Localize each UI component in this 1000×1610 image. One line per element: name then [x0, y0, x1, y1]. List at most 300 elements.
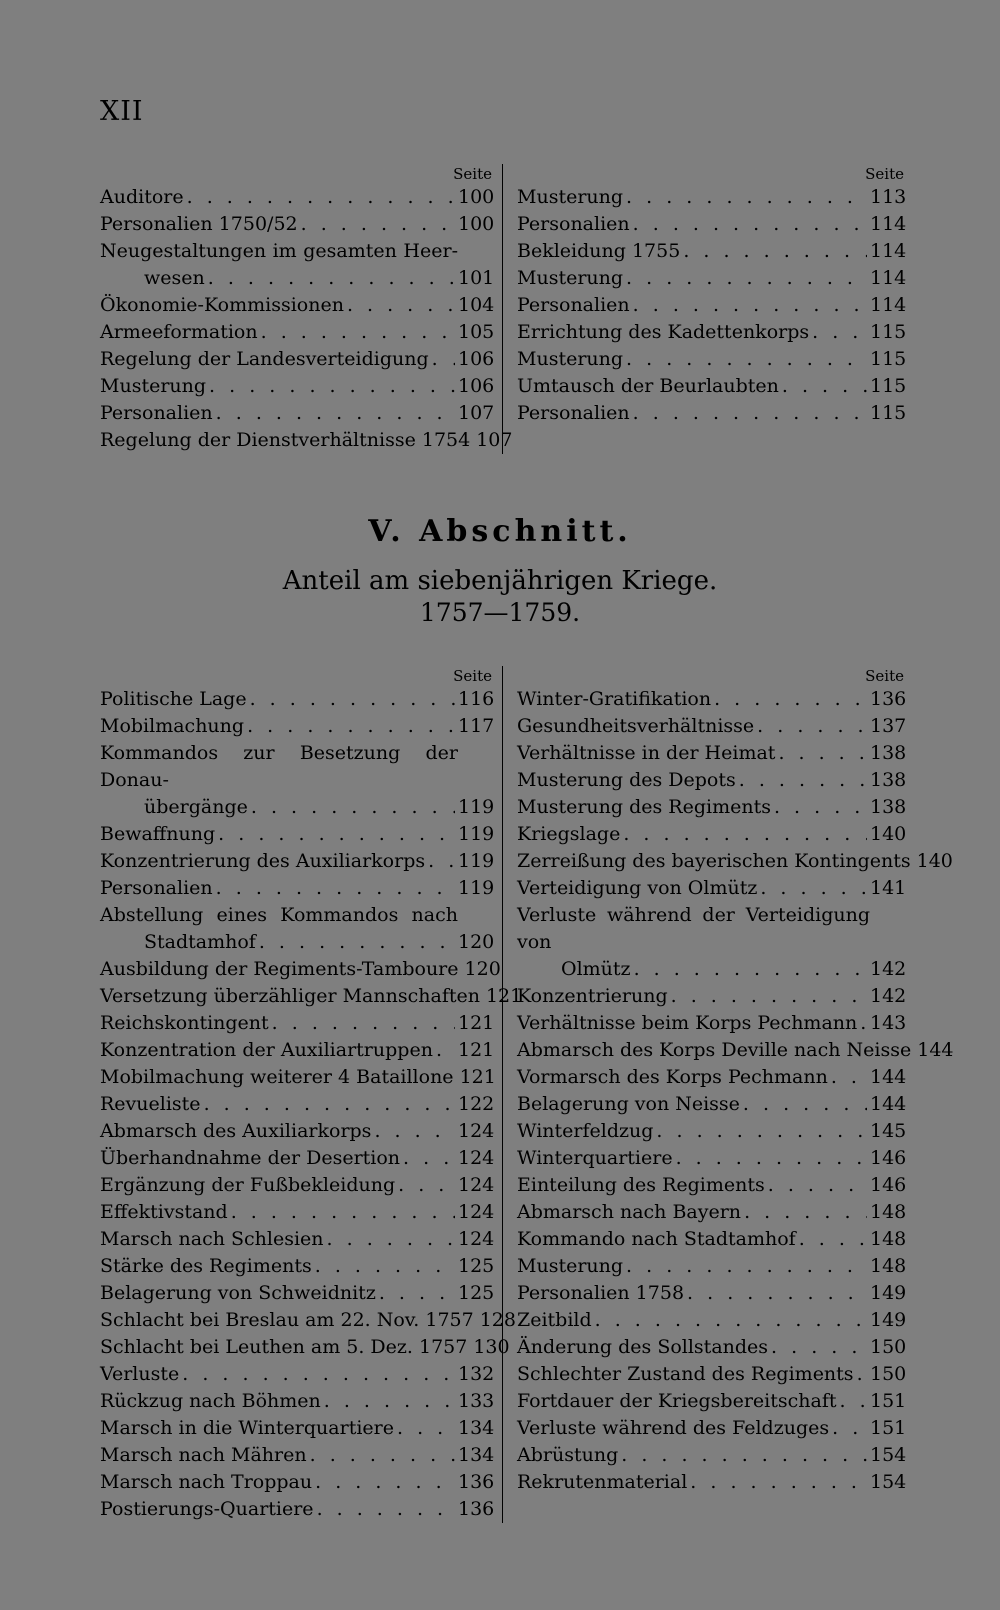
toc-entry-page: 113: [870, 186, 907, 208]
dot-leader: [714, 686, 867, 713]
toc-entry-title: Schlacht bei Breslau am 22. Nov. 1757: [100, 1309, 474, 1331]
toc-entry: [517, 346, 906, 373]
toc-entry: [100, 740, 494, 794]
dot-leader: [626, 265, 867, 292]
toc-entry-title: Regelung der Landesverteidigung: [100, 348, 429, 370]
toc-entry-page: 114: [870, 267, 907, 289]
toc-entry: [100, 821, 494, 848]
dot-leader: [671, 983, 867, 1010]
toc-entry-page: 121: [459, 1066, 496, 1088]
toc-entry-page: 100: [458, 186, 495, 208]
toc-entry-page: 150: [870, 1336, 907, 1358]
toc-entry-title: Mobilmachung: [100, 715, 245, 737]
dot-leader: [831, 1064, 867, 1091]
toc-entry-page: 144: [870, 1093, 907, 1115]
page-column-header: Seite: [453, 667, 492, 685]
toc-entry-title: Marsch in die Winterquartiere: [100, 1417, 394, 1439]
toc-entry: [100, 1064, 494, 1091]
toc-entry-title: Konzentrierung: [517, 985, 668, 1007]
toc-entry-title: Verluste: [100, 1363, 180, 1385]
toc-entry: [100, 1118, 494, 1145]
toc-entry-title: Konzentrierung des Auxiliarkorps: [100, 850, 426, 872]
dot-leader: [860, 1010, 867, 1037]
toc-entry-page: 104: [458, 294, 495, 316]
toc-entry: [517, 400, 906, 427]
toc-entry-title: Musterung: [517, 348, 624, 370]
dot-leader: [683, 238, 867, 265]
toc-entry-page: 146: [870, 1174, 907, 1196]
toc-entry-page: 154: [870, 1444, 907, 1466]
dot-leader: [832, 1415, 867, 1442]
toc-entry-title: Konzentration der Auxiliartruppen: [100, 1039, 433, 1061]
toc-entry-page: 138: [870, 742, 907, 764]
dot-leader: [231, 1199, 455, 1226]
dot-leader: [327, 1226, 455, 1253]
toc-entry: [517, 265, 906, 292]
toc-entry-page: 114: [870, 240, 907, 262]
toc-entry: [100, 1010, 494, 1037]
toc-entry-page: 125: [458, 1255, 495, 1277]
toc-entry-page: 141: [870, 877, 907, 899]
section-years: 1757—1759.: [419, 598, 581, 627]
toc-entry: [517, 794, 906, 821]
toc-entry-page: 150: [870, 1363, 907, 1385]
dot-leader: [216, 875, 455, 902]
toc-entry-page: 120: [458, 931, 495, 953]
toc-entry: [100, 1226, 494, 1253]
toc-entry-title: Stadtamhof: [144, 931, 256, 953]
toc-entry-title: Effektivstand: [100, 1201, 228, 1223]
toc-entry-page: 105: [458, 321, 495, 343]
toc-entry-page: 140: [870, 823, 907, 845]
dot-leader: [771, 1334, 867, 1361]
toc-entry-page: 115: [870, 321, 907, 343]
toc-entry: [517, 1037, 954, 1064]
toc-entry-title: Musterung des Regiments: [517, 796, 771, 818]
toc-entry-page: 133: [458, 1390, 495, 1412]
dot-leader: [626, 184, 867, 211]
toc-entry-page: 145: [870, 1120, 907, 1142]
toc-entry-page: 124: [458, 1120, 495, 1142]
dot-leader: [247, 713, 455, 740]
dot-leader: [315, 1469, 455, 1496]
dot-leader: [626, 1253, 867, 1280]
toc-entry-page: 100: [458, 213, 495, 235]
toc-entry-title: Marsch nach Schlesien: [100, 1228, 324, 1250]
toc-entry-title: Verluste während der Verteidigung von: [517, 904, 870, 953]
toc-entry-page: 136: [870, 688, 907, 710]
toc-entry-page: 107: [476, 429, 513, 451]
toc-entry-title: Schlechter Zustand des Regiments: [517, 1363, 854, 1385]
toc-entry: [517, 740, 906, 767]
dot-leader: [799, 1226, 867, 1253]
dot-leader: [209, 373, 455, 400]
dot-leader: [208, 265, 455, 292]
toc-entry: [517, 875, 906, 902]
toc-entry: [100, 211, 494, 238]
dot-leader: [633, 211, 867, 238]
toc-entry-page: 120: [464, 958, 501, 980]
toc-entry-title: Ergänzung der Fußbekleidung: [100, 1174, 396, 1196]
toc-entry: [517, 1064, 906, 1091]
toc-entry: [100, 1037, 494, 1064]
toc-entry-title: Abmarsch nach Bayern: [517, 1201, 742, 1223]
dot-leader: [676, 1145, 867, 1172]
toc-entry-title: Verhältnisse in der Heimat: [517, 742, 776, 764]
toc-column-left: [100, 164, 513, 454]
toc-entry-page: 119: [458, 796, 495, 818]
dot-leader: [315, 1253, 455, 1280]
toc-entry: [100, 1253, 494, 1280]
toc-section-1: [100, 164, 906, 454]
toc-entry-title: Personalien: [100, 402, 213, 424]
toc-entry-title: Rekrutenmaterial: [517, 1471, 688, 1493]
toc-entry-page: 124: [458, 1228, 495, 1250]
toc-entry-page: 137: [870, 715, 907, 737]
dot-leader: [403, 1145, 455, 1172]
toc-entry-page: 115: [870, 375, 907, 397]
toc-entry: [517, 1280, 906, 1307]
toc-entry-title: Olmütz: [561, 958, 631, 980]
dot-leader: [301, 211, 455, 238]
toc-entry: [517, 1415, 906, 1442]
dot-leader: [398, 1172, 455, 1199]
toc-entry-page: 117: [458, 715, 495, 737]
toc-entry: [517, 1388, 906, 1415]
toc-entry-page: 132: [458, 1363, 495, 1385]
toc-entry: [100, 794, 494, 821]
dot-leader: [310, 1442, 455, 1469]
toc-entry-title: Musterung: [517, 186, 624, 208]
toc-entry-title: Marsch nach Mähren: [100, 1444, 307, 1466]
toc-entry-title: Verhältnisse beim Korps Pechmann: [517, 1012, 858, 1034]
toc-entry-page: 148: [870, 1228, 907, 1250]
toc-entry-title: Politische Lage: [100, 688, 247, 710]
toc-entry: [517, 319, 906, 346]
dot-leader: [623, 821, 867, 848]
toc-entry-page: 151: [870, 1417, 907, 1439]
toc-entry-title: Schlacht bei Leuthen am 5. Dez. 1757: [100, 1336, 468, 1358]
toc-entry-title: Musterung: [100, 375, 207, 397]
toc-entry: [517, 821, 906, 848]
toc-entry-page: 121: [485, 985, 523, 1007]
toc-entry-title: Revueliste: [100, 1093, 201, 1115]
section-heading: V. Abschnitt.: [368, 514, 632, 549]
toc-entry-title: Regelung der Dienstverhältnisse 1754: [100, 429, 471, 451]
toc-entry-page: 151: [870, 1390, 907, 1412]
toc-entry: [100, 1172, 494, 1199]
toc-entry-page: 148: [870, 1201, 907, 1223]
toc-entry-page: 121: [458, 1012, 495, 1034]
toc-entry-page: 144: [917, 1039, 954, 1061]
toc-entry: [517, 238, 906, 265]
toc-entry-page: 143: [870, 1012, 907, 1034]
toc-entry: [517, 1118, 906, 1145]
toc-entry: [100, 1496, 494, 1523]
toc-entry: [517, 686, 906, 713]
toc-entry-title: Belagerung von Neisse: [517, 1093, 740, 1115]
toc-entry-title: Errichtung des Kadettenkorps: [517, 321, 810, 343]
dot-leader: [436, 1037, 455, 1064]
toc-entry-title: Abmarsch des Korps Deville nach Neisse: [517, 1039, 912, 1061]
dot-leader: [259, 929, 455, 956]
toc-entry-title: Umtausch der Beurlaubten: [517, 375, 779, 397]
toc-entry-page: 116: [458, 688, 495, 710]
toc-entry: [100, 848, 494, 875]
dot-leader: [187, 184, 455, 211]
toc-entry-page: 124: [458, 1201, 495, 1223]
dot-leader: [626, 346, 867, 373]
toc-entry: [517, 1199, 906, 1226]
toc-entry-page: 115: [870, 348, 907, 370]
page-column-header: Seite: [865, 667, 904, 685]
toc-entry-title: Gesundheitsverhältnisse: [517, 715, 755, 737]
toc-entry-title: Abmarsch des Auxiliarkorps: [100, 1120, 372, 1142]
toc-section-2: [100, 666, 954, 1523]
toc-entry-title: Abstellung eines Kommandos nach: [100, 904, 458, 926]
dot-leader: [250, 686, 455, 713]
toc-entry: [517, 292, 906, 319]
toc-entry-title: Ausbildung der Regiments-Tamboure: [100, 958, 459, 980]
toc-entry-page: 128: [479, 1309, 516, 1331]
dot-leader: [216, 400, 455, 427]
toc-entry-page: 134: [458, 1444, 495, 1466]
toc-entry-title: Postierungs-Quartiere: [100, 1498, 314, 1520]
dot-leader: [768, 1172, 867, 1199]
toc-entry-title: Stärke des Regiments: [100, 1255, 312, 1277]
dot-leader: [261, 319, 455, 346]
page-column-header: Seite: [865, 165, 904, 183]
toc-entry-title: Musterung: [517, 267, 624, 289]
toc-entry: [100, 1280, 494, 1307]
toc-entry-title: Personalien: [517, 213, 630, 235]
toc-entry-title: Verteidigung von Olmütz: [517, 877, 758, 899]
toc-entry: [100, 1469, 494, 1496]
toc-entry: [100, 686, 494, 713]
dot-leader: [633, 400, 867, 427]
toc-entry: [100, 929, 494, 956]
toc-entry: [100, 400, 494, 427]
toc-entry: [100, 427, 513, 454]
toc-entry: [100, 346, 494, 373]
toc-entry-page: 119: [458, 850, 495, 872]
toc-entry-title: Musterung des Depots: [517, 769, 736, 791]
dot-leader: [379, 1280, 455, 1307]
toc-column-right: [503, 164, 906, 454]
toc-entry: [100, 1091, 494, 1118]
dot-leader: [218, 821, 455, 848]
toc-entry-page: 144: [870, 1066, 907, 1088]
toc-entry-title: Überhandnahme der Desertion: [100, 1147, 401, 1169]
toc-entry-page: 154: [870, 1471, 907, 1493]
toc-entry-page: 136: [458, 1471, 495, 1493]
toc-entry-page: 142: [870, 958, 907, 980]
toc-entry-page: 106: [458, 375, 495, 397]
toc-entry-page: 149: [870, 1282, 907, 1304]
toc-entry-title: Bewaffnung: [100, 823, 216, 845]
dot-leader: [397, 1415, 455, 1442]
toc-entry-page: 119: [458, 823, 495, 845]
toc-entry-title: Neugestaltungen im gesamten Heer-: [100, 240, 458, 262]
toc-entry-title: Personalien 1758: [517, 1282, 685, 1304]
dot-leader: [760, 875, 867, 902]
toc-entry-page: 138: [870, 769, 907, 791]
toc-entry-title: Fortdauer der Kriegsbereitschaft: [517, 1390, 837, 1412]
dot-leader: [778, 740, 867, 767]
toc-entry: [100, 1415, 494, 1442]
toc-entry-title: Winterfeldzug: [517, 1120, 654, 1142]
dot-leader: [656, 1118, 867, 1145]
toc-entry: [517, 1469, 906, 1496]
toc-entry: [517, 1361, 906, 1388]
toc-entry: [517, 184, 906, 211]
toc-entry-title: Kommandos zur Besetzung der Donau-: [100, 742, 458, 791]
toc-entry-title: Marsch nach Troppau: [100, 1471, 313, 1493]
dot-leader: [744, 1199, 867, 1226]
dot-leader: [182, 1361, 455, 1388]
toc-entry-title: Armeeformation: [100, 321, 258, 343]
toc-entry-title: Auditore: [100, 186, 184, 208]
toc-entry-title: Ökonomie-Kommissionen: [100, 294, 344, 316]
toc-entry-title: Zerreißung des bayerischen Kontingents: [517, 850, 911, 872]
toc-entry-title: Personalien 1750/52: [100, 213, 298, 235]
toc-entry-title: Änderung des Sollstandes: [517, 1336, 769, 1358]
toc-entry: [100, 184, 494, 211]
toc-entry-page: 114: [870, 294, 907, 316]
toc-entry: [100, 956, 501, 983]
toc-entry-title: Abrüstung: [517, 1444, 619, 1466]
toc-entry: [100, 1361, 494, 1388]
toc-entry: [100, 319, 494, 346]
toc-entry-title: Personalien: [517, 294, 630, 316]
toc-entry-title: Kriegslage: [517, 823, 621, 845]
toc-entry: [517, 956, 906, 983]
toc-entry: [100, 713, 494, 740]
dot-leader: [347, 292, 455, 319]
dot-leader: [782, 373, 867, 400]
toc-entry-title: Kommando nach Stadtamhof: [517, 1228, 796, 1250]
toc-entry: [517, 1145, 906, 1172]
dot-leader: [204, 1091, 455, 1118]
dot-leader: [774, 794, 867, 821]
toc-entry: [517, 1253, 906, 1280]
toc-entry: [100, 292, 494, 319]
dot-leader: [812, 319, 867, 346]
toc-entry: [100, 983, 523, 1010]
toc-entry-page: 106: [458, 348, 495, 370]
toc-column-right: [503, 666, 954, 1523]
dot-leader: [633, 292, 867, 319]
toc-entry: [100, 1334, 510, 1361]
toc-entry-page: 121: [458, 1039, 495, 1061]
toc-entry-title: übergänge: [144, 796, 248, 818]
toc-entry-page: 148: [870, 1255, 907, 1277]
dot-leader: [739, 767, 867, 794]
dot-leader: [743, 1091, 867, 1118]
toc-entry: [517, 1334, 906, 1361]
toc-entry: [100, 1307, 516, 1334]
toc-entry: [100, 1442, 494, 1469]
toc-entry-page: 140: [916, 850, 953, 872]
toc-entry-title: Versetzung überzähliger Mannschaften: [100, 985, 480, 1007]
toc-entry: [100, 875, 494, 902]
dot-leader: [272, 1010, 455, 1037]
toc-entry-title: wesen: [144, 267, 205, 289]
dot-leader: [428, 848, 455, 875]
toc-entry-title: Personalien: [517, 402, 630, 424]
toc-entry: [517, 767, 906, 794]
toc-entry-title: Musterung: [517, 1255, 624, 1277]
toc-entry-page: 125: [458, 1282, 495, 1304]
toc-entry: [100, 902, 494, 929]
toc-entry: [517, 373, 906, 400]
toc-entry-page: 122: [458, 1093, 495, 1115]
toc-entry: [517, 1307, 906, 1334]
toc-entry-page: 136: [458, 1498, 495, 1520]
toc-entry-title: Verluste während des Feldzuges: [517, 1417, 830, 1439]
toc-entry: [100, 373, 494, 400]
toc-entry-title: Vormarsch des Korps Pechmann: [517, 1066, 828, 1088]
dot-leader: [857, 1361, 867, 1388]
toc-entry-page: 134: [458, 1417, 495, 1439]
toc-entry-page: 146: [870, 1147, 907, 1169]
toc-entry-title: Einteilung des Regiments: [517, 1174, 765, 1196]
page-number: XII: [100, 96, 144, 127]
toc-entry-page: 142: [870, 985, 907, 1007]
toc-entry: [100, 1388, 494, 1415]
toc-entry: [100, 265, 494, 292]
toc-entry-title: Rückzug nach Böhmen: [100, 1390, 321, 1412]
toc-entry-page: 107: [458, 402, 495, 424]
toc-entry: [100, 1145, 494, 1172]
dot-leader: [317, 1496, 455, 1523]
toc-entry-title: Bekleidung 1755: [517, 240, 681, 262]
toc-entry: [517, 713, 906, 740]
toc-entry: [517, 1226, 906, 1253]
toc-entry-page: 149: [870, 1309, 907, 1331]
section-title: Anteil am siebenjährigen Kriege.: [282, 566, 718, 596]
toc-entry: [100, 1199, 494, 1226]
toc-column-left: [100, 666, 523, 1523]
dot-leader: [595, 1307, 867, 1334]
toc-entry-page: 124: [458, 1174, 495, 1196]
dot-leader: [634, 956, 867, 983]
toc-entry-page: 114: [870, 213, 907, 235]
dot-leader: [374, 1118, 455, 1145]
dot-leader: [251, 794, 455, 821]
dot-leader: [757, 713, 867, 740]
toc-entry-page: 138: [870, 796, 907, 818]
dot-leader: [687, 1280, 867, 1307]
toc-entry: [517, 1010, 906, 1037]
toc-entry: [517, 983, 906, 1010]
dot-leader: [690, 1469, 867, 1496]
toc-entry-page: 130: [473, 1336, 510, 1358]
dot-leader: [840, 1388, 867, 1415]
toc-entry-page: 124: [458, 1147, 495, 1169]
toc-entry-page: 115: [870, 402, 907, 424]
toc-entry: [517, 1091, 906, 1118]
toc-entry-page: 101: [458, 267, 495, 289]
toc-entry-title: Mobilmachung weiterer 4 Bataillone: [100, 1066, 454, 1088]
toc-entry-title: Personalien: [100, 877, 213, 899]
toc-entry: [517, 211, 906, 238]
toc-entry-page: 119: [458, 877, 495, 899]
toc-entry-title: Zeitbild: [517, 1309, 592, 1331]
toc-entry: [517, 1172, 906, 1199]
page-column-header: Seite: [453, 165, 492, 183]
toc-entry-title: Winterquartiere: [517, 1147, 673, 1169]
